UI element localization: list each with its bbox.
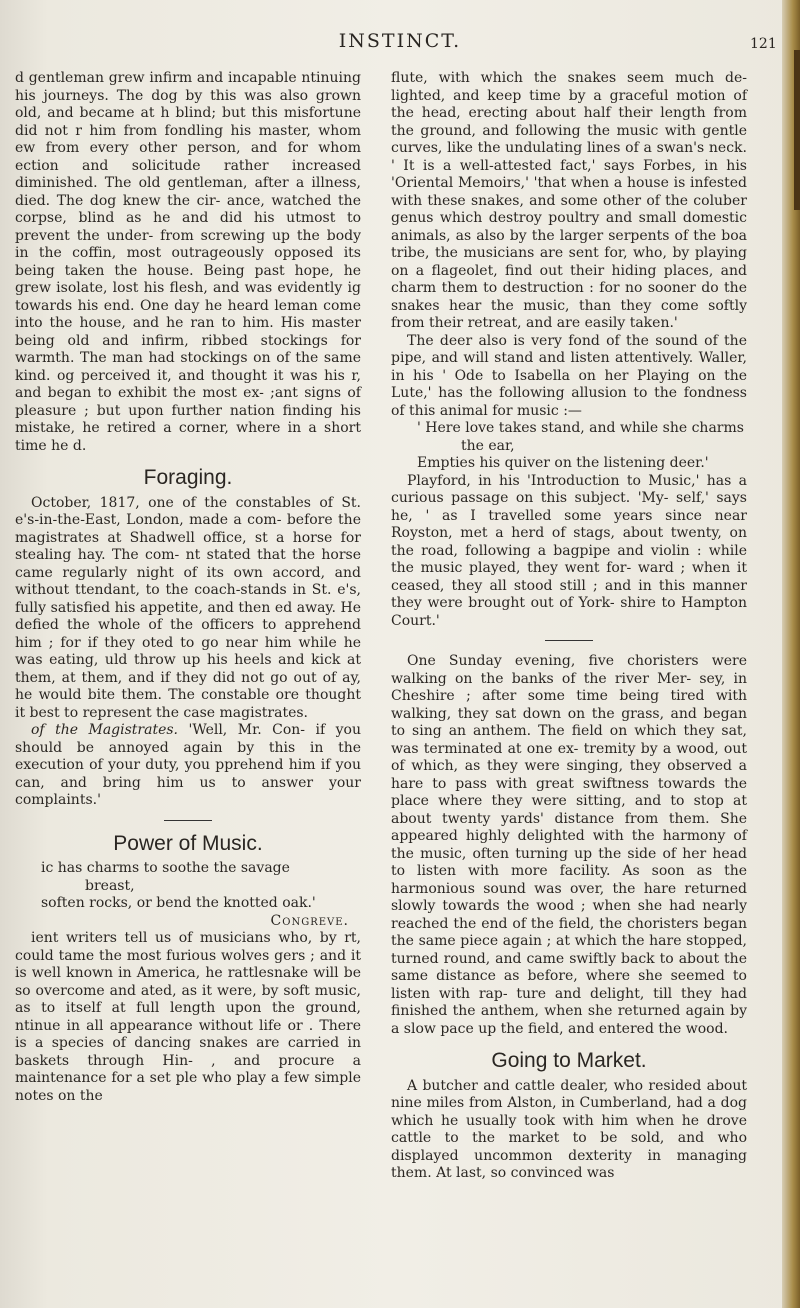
paragraph-snakes: flute, with which the snakes seem much de- lighted, and keep time by a graceful motion of the head, erecting about half their length from the ground, and following the music with gentle curves, like the undulating lines of a swan's neck. ' It is a well-attested fact,' says Forbes, in his 'Oriental Memoirs,' 'that when a house is infested with these snakes, and some other of the coluber genus which destroy poultry and small domestic animals, as also by the larger serpents of the boa tribe, the musicians are sent for, who, by playing on a flageolet, find out their hiding places, and charm them to destruction : for no sooner do the snakes hear the music, than they come softly from their retreat, and are easily taken.' [391,70,747,331]
heading-foraging: Foraging. [143,466,233,489]
page-number: 121 [750,36,777,52]
heading-power-of-music: Power of Music. [113,831,263,855]
heading-going-to-market: Going to Market. [491,1049,647,1072]
waller-line-3: Empties his quiver on the listening deer.' [417,455,709,471]
paragraph-dog-story: d gentleman grew infirm and incapable ntinuing his journeys. The dog by this was also grown old, and became at h blind; but this misfortune did not r him from fondling his master, whom ew from every other person, and for whom ection and solicitude rather increased diminished. The old gentleman, after a illness, died. The dog knew the cir- ance, watched the corpse, blind as he and did his utmost to prevent the under- from screwing up the body in the coffin, most outrageously opposed its being taken the house. Being past hope, he grew isolate, lost his flesh, and was evidently ig towards his end. One day he heard leman come into the house, and he ran to him. His master being old and infirm, ribbed stockings for warmth. The man had stockings on of the same kind. og perceived it, and thought it was his r, and began to exhibit the most ex- ;ant signs of pleasure ; but upon further nation finding his mistake, he retired a corner, where in a short time he d. [15,70,361,454]
paragraph-magistrates [15,722,361,810]
magistrates-label: of the Magistrates. [31,722,178,738]
page-edge-shadow [794,50,800,210]
epigraph [15,860,361,913]
left-column [15,70,361,1105]
section-divider [164,820,212,821]
right-column [391,70,747,1183]
section-divider-2 [545,640,593,641]
epigraph-line-3: soften rocks, or bend the knotted oak.' [41,895,316,911]
epigraph-line-1: ic has charms to soothe the savage [41,860,290,876]
paragraph-deer: The deer also is very fond of the sound of the pipe, and will stand and listen attentively. Waller, in his ' Ode to Isabella on her Playing on the Lute,' has the following allusion to the fondness of this animal for music :— [391,332,747,419]
paragraph-playford: Playford, in his 'Introduction to Music,' has a curious passage on this subject. 'My- self,' says he, ' as I travelled some years since near Royston, met a herd of stags, about twenty, on the road, following a bagpipe and violin : while the music played, they went for- ward ; when it ceased, they all stood still ; and in this manner they were brought out of York- shire to Hampton Court.' [391,472,747,629]
paragraph-butcher: A butcher and cattle dealer, who resided about nine miles from Alston, in Cumberland, had a dog which he usually took with him when he drove cattle to the market to be sold, and who displayed uncommon dexterity in managing them. At last, so convinced was [391,1077,747,1181]
epigraph-attribution: Congreve. [270,912,349,929]
paragraph-foraging: October, 1817, one of the constables of St. e's-in-the-East, London, made a com- before the magistrates at Shadwell office, st a horse for stealing hay. The com- nt stated that the horse came regularly night of its own accord, and without ttendant, to the coach-stands in St. e's, fully satisfied his appetite, and then ed away. He defied the whole of the officers to apprehend him ; for if they oted to go near him while he was eating, uld throw up his heels and kick at them, at them, and if they did not go out of ay, he would bite them. The constable ore thought it best to represent the case magistrates. [15,494,361,721]
waller-line-2: the ear, [461,437,515,454]
epigraph-line-2: breast, [85,877,135,894]
running-title: INSTINCT. [338,30,462,52]
paragraph-choristers: One Sunday evening, five choristers were walking on the banks of the river Mer- sey, in Cheshire ; after some time being tired with walking, they sat down on the grass, and began to sing an anthem. The field on which they sat, was terminated at one ex- tremity by a wood, out of which, as they were singing, they observed a hare to pass with great swiftness towards the place where they were sitting, and to stop at about twenty yards' distance from them. She appeared highly delighted with the harmony of the music, often turning up the side of her head to listen with more facility. As soon as the harmonious sound was over, the hare returned slowly towards the wood ; when she had nearly reached the end of the field, the choristers began the same piece again ; at which the hare stopped, turned round, and came swiftly back to about the same distance as before, where she seemed to listen with rap- ture and delight, till they had finished the anthem, when she returned again by a slow pace up the field, and entered the wood. [391,653,747,1037]
paragraph-music-animals: ient writers tell us of musicians who, by rt, could tame the most furious wolves gers ; and it is well known in America, he rattlesnake will be so overcome and ated, as it were, by soft music, as to itself at full length upon the ground, ntinue in all appearance without life or . There is a species of dancing snakes are carried in baskets through Hin- , and procure a maintenance for a set ple who play a few simple notes on the [15,930,361,1104]
magistrates-text: 'Well, Mr. Con- if you should be annoyed again by this in the execution of your duty, you pprehend him if you can, and bring him us to answer your complaints.' [15,722,361,808]
waller-quote [391,420,747,473]
page-edge [782,0,800,1308]
waller-line-1: ' Here love takes stand, and while she charms [417,420,744,436]
